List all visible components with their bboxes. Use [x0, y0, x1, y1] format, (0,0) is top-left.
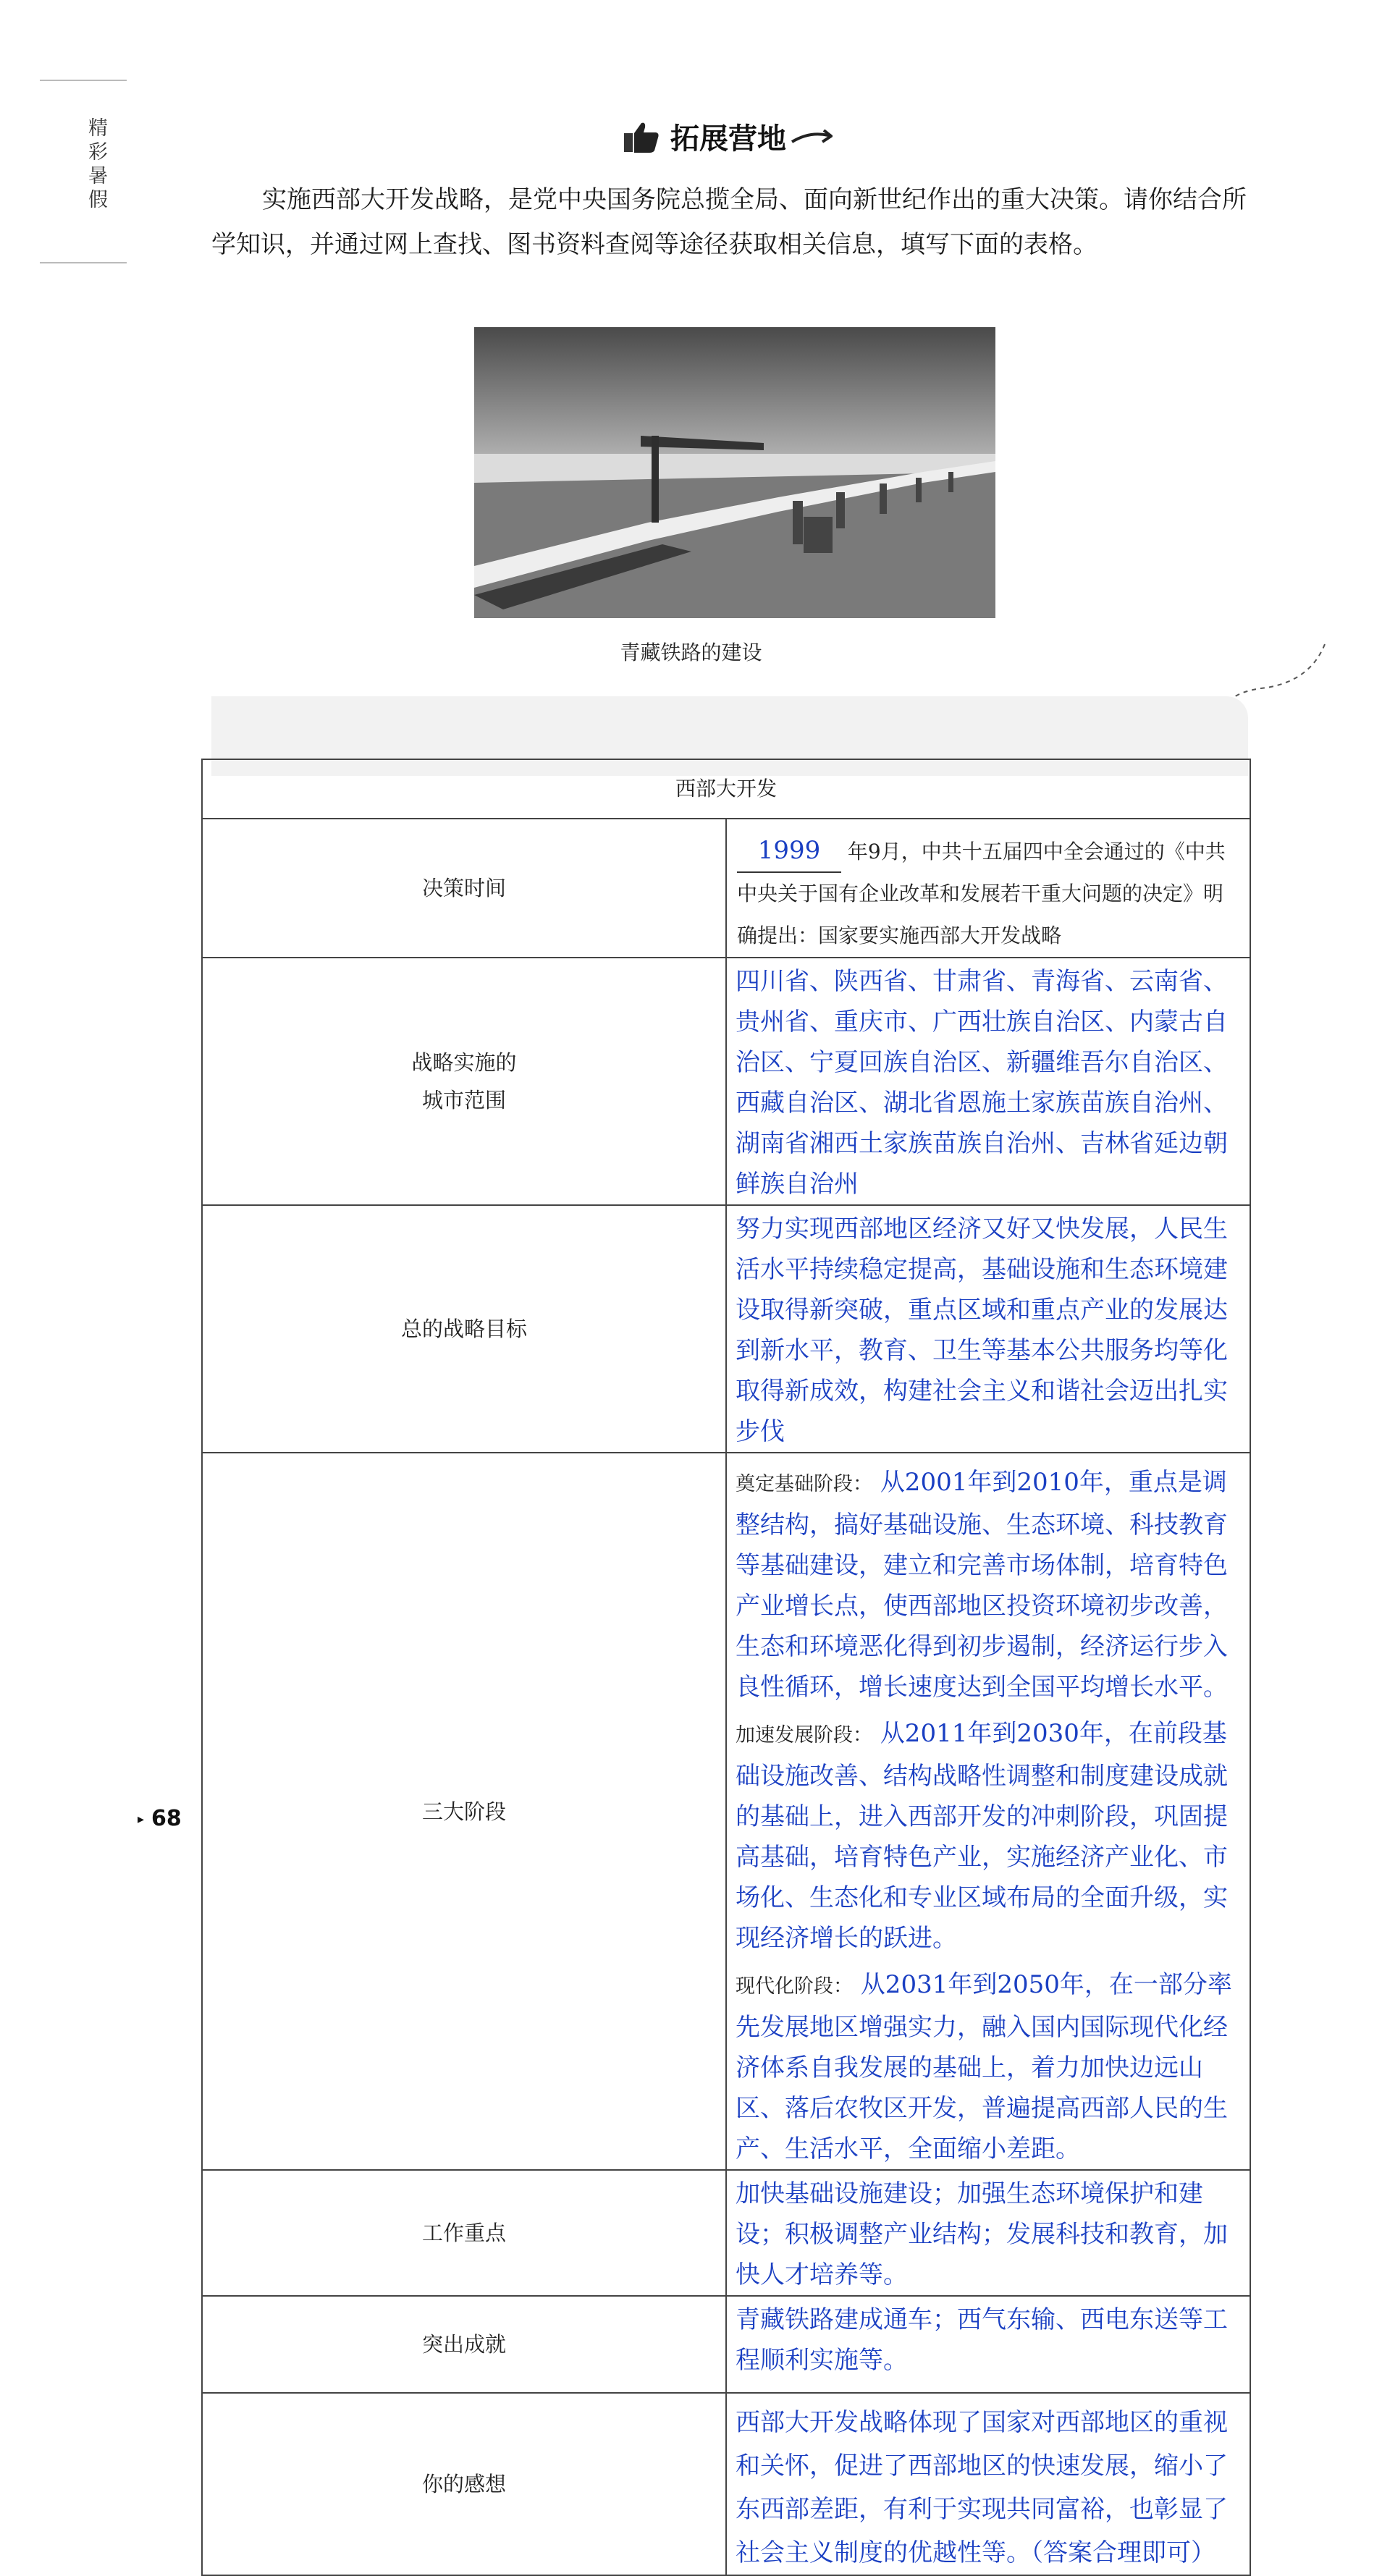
feeling-cell	[726, 2393, 1250, 2575]
section-heading	[623, 116, 833, 157]
scope-label-line1: 战略实施的	[411, 1050, 517, 1075]
thumbs-up-icon	[623, 120, 660, 153]
decision-time-cell	[726, 819, 1250, 958]
stage2-label: 加速发展阶段：	[736, 1724, 872, 1747]
achievement-cell	[726, 2296, 1250, 2393]
decision-time-text: 年9月，中共十五届四中全会通过的《中共中央关于国有企业改革和发展若干重大问题的决定》明确提出：国家要实施西部大开发战略	[737, 840, 1226, 947]
achievement-answer: 青藏铁路建成通车；西气东输、西电东送等工程顺利实施等。	[736, 2305, 1228, 2375]
goal-answer: 努力实现西部地区经济又好又快发展，人民生活水平持续稳定提高，基础设施和生态环境建设取得新突破，重点区域和重点产业的发展达到新水平，教育、卫生等基本公共服务均等化取得新成效，构建社会主义和谐社会迈出扎实步伐	[736, 1215, 1228, 1446]
railway-construction-image	[474, 327, 995, 618]
page-arrow-icon: ▸	[138, 1812, 145, 1827]
page-number-text: 68	[151, 1806, 182, 1831]
scope-answer: 四川省、陕西省、甘肃省、青海省、云南省、贵州省、重庆市、广西壮族自治区、内蒙古自治区、宁夏回族自治区、新疆维吾尔自治区、西藏自治区、湖北省恩施土家族苗族自治州、湖南省湘西土家族苗族自治州、吉林省延边朝鲜族自治州	[736, 967, 1228, 1199]
goal-cell	[726, 1205, 1250, 1453]
decision-time-label: 决策时间	[202, 819, 726, 958]
table-header: 西部大开发	[202, 759, 1250, 819]
page-number	[138, 1806, 182, 1831]
stage3-answer: 从2031年到2050年，在一部分率先发展地区增强实力，融入国内国际现代化经济体系自我发展的基础上，着力加快边远山区、落后农牧区开发，普遍提高西部人民的生产、生活水平，全面缩小差距。	[736, 1970, 1232, 2163]
stage1-answer: 从2001年到2010年，重点是调整结构，搞好基础设施、生态环境、科技教育等基础建设，建立和完善市场体制，培育特色产业增长点，使西部地区投资环境初步改善，生态和环境恶化得到初步遏制，经济运行步入良性循环，增长速度达到全国平均增长水平。	[736, 1468, 1228, 1702]
stage3-label: 现代化阶段：	[736, 1975, 853, 1998]
stage2-answer: 从2011年到2030年，在前段基础设施改善、结构战略性调整和制度建设成就的基础上，进入西部开发的冲刺阶段，巩固提高基础，培育特色产业，实施经济产业化、市场化、生态化和专业区域布局的全面升级，实现经济增长的跃进。	[736, 1719, 1228, 1953]
swoosh-icon	[791, 126, 833, 148]
stages-cell	[726, 1453, 1250, 2170]
side-tab-label: 精彩暑假	[85, 117, 107, 213]
achievement-label: 突出成就	[202, 2296, 726, 2393]
feeling-label: 你的感想	[202, 2393, 726, 2575]
railway-photo	[474, 327, 995, 618]
feeling-answer: 西部大开发战略体现了国家对西部地区的重视和关怀，促进了西部地区的快速发展，缩小了东西部差距，有利于实现共同富裕，也彰显了社会主义制度的优越性等。（答案合理即可）	[736, 2408, 1228, 2567]
focus-label: 工作重点	[202, 2170, 726, 2296]
focus-cell	[726, 2170, 1250, 2296]
stage-modernization	[736, 1964, 1241, 2169]
decision-year-answer: 1999	[737, 829, 841, 873]
western-development-table	[201, 759, 1251, 2576]
intro-paragraph: 实施西部大开发战略，是党中央国务院总揽全局、面向新世纪作出的重大决策。请你结合所学知识，并通过网上查找、图书资料查阅等途径获取相关信息，填写下面的表格。	[211, 185, 1247, 259]
section-title: 拓展营地	[670, 122, 786, 156]
scope-label	[202, 958, 726, 1205]
goal-label: 总的战略目标	[202, 1205, 726, 1453]
scope-label-line2: 城市范围	[421, 1088, 506, 1112]
photo-caption: 青藏铁路的建设	[620, 641, 762, 664]
stages-label: 三大阶段	[202, 1453, 726, 2170]
stage-foundation	[736, 1462, 1241, 1707]
stage-acceleration	[736, 1713, 1241, 1959]
scope-cell	[726, 958, 1250, 1205]
focus-answer: 加快基础设施建设；加强生态环境保护和建设；积极调整产业结构；发展科技和教育，加快人才培养等。	[736, 2179, 1228, 2289]
stage1-label: 奠定基础阶段：	[736, 1473, 872, 1495]
side-tab	[40, 80, 127, 263]
